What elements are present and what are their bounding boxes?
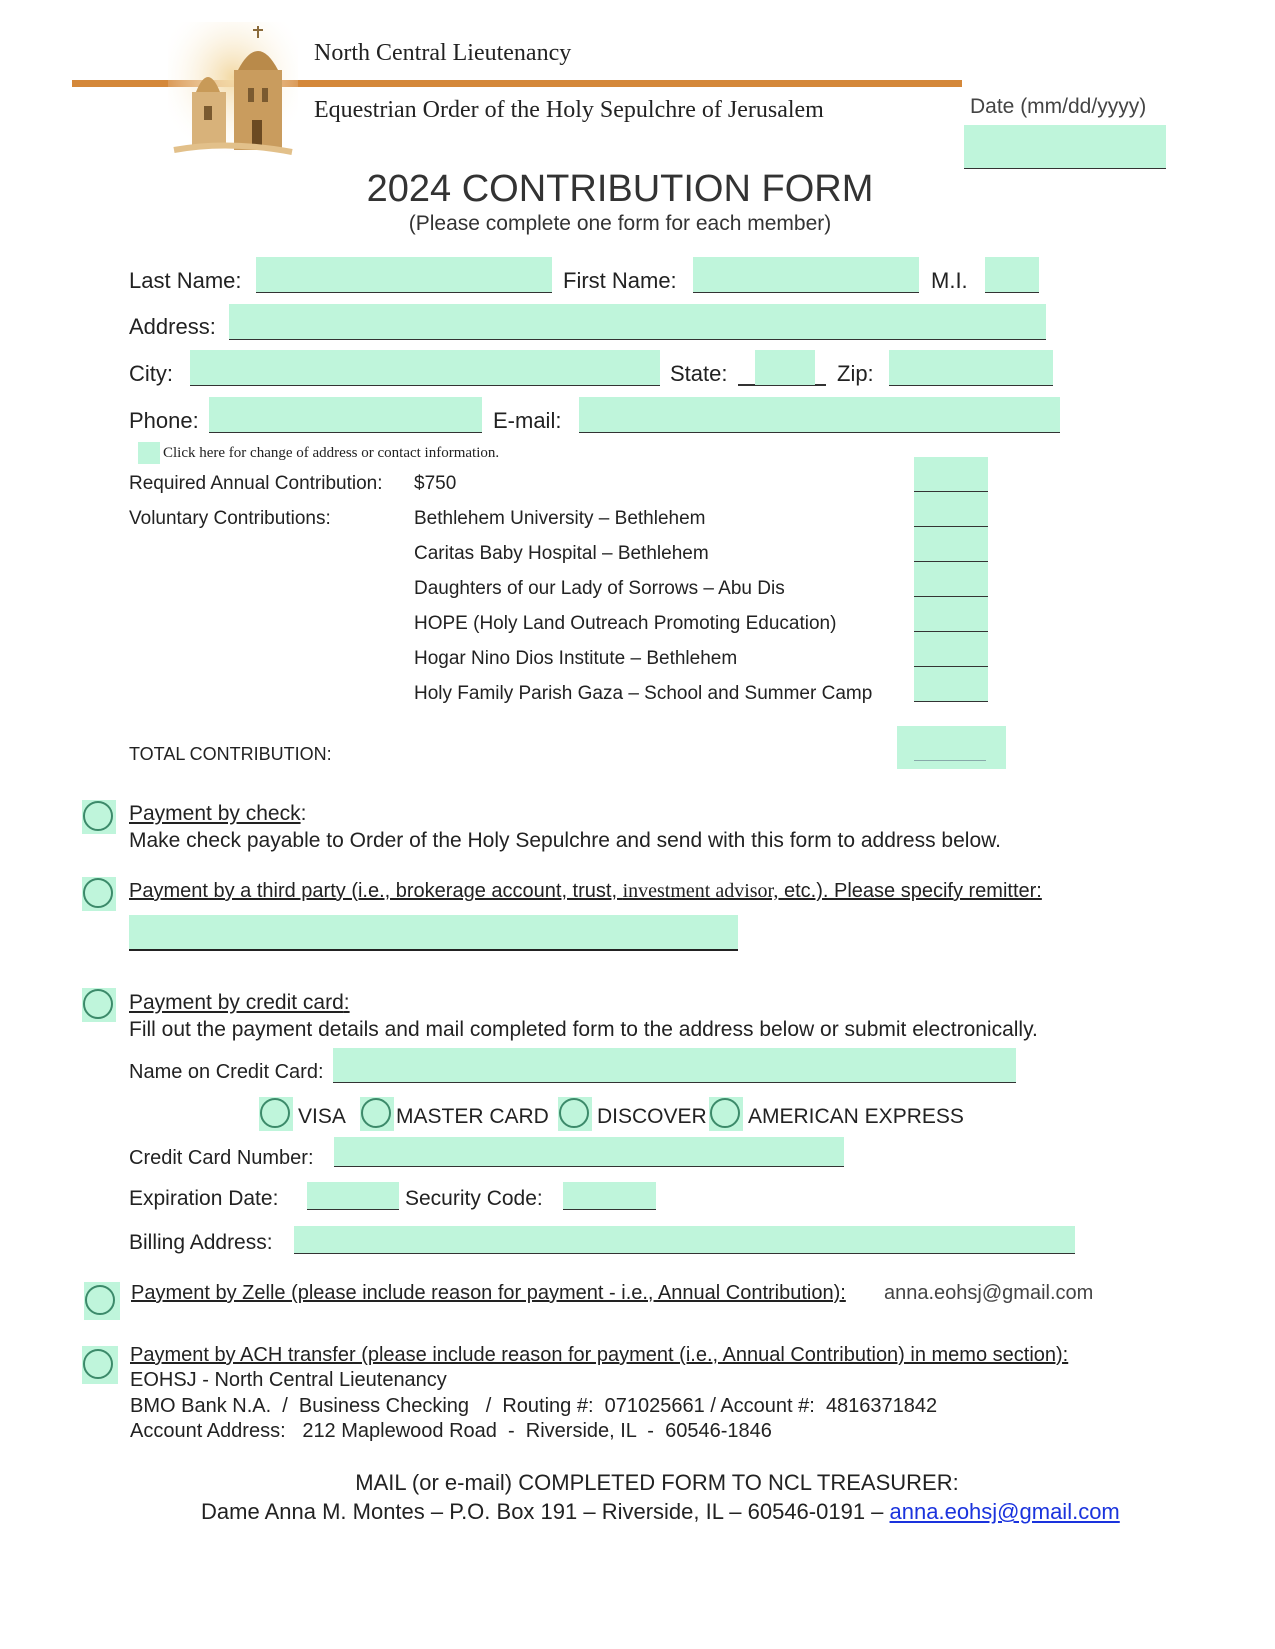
voluntary-contributions-label: Voluntary Contributions: (129, 508, 331, 529)
page-subtitle: (Please complete one form for each member) (408, 212, 832, 235)
card-name-label: Name on Credit Card: (129, 1061, 324, 1083)
payment-card-text: Fill out the payment details and mail completed form to the address below or submit electronically. (129, 1018, 1038, 1041)
card-type-mastercard-label: MASTER CARD (396, 1105, 549, 1128)
remitter-field[interactable] (129, 915, 738, 951)
voluntary-amount-field[interactable] (914, 667, 988, 702)
first-name-field[interactable] (693, 257, 919, 293)
date-label: Date (mm/dd/yyyy) (970, 95, 1147, 118)
ach-line-2: BMO Bank N.A. / Business Checking / Routing #: 071025661 / Account #: 4816371842 (130, 1395, 938, 1417)
footer-email-link[interactable]: anna.eohsj@gmail.com (889, 1499, 1120, 1524)
zelle-email: anna.eohsj@gmail.com (884, 1282, 1094, 1304)
payment-card-colon: : (343, 991, 350, 1014)
payment-check-colon: : (300, 802, 307, 825)
footer-address-text: Dame Anna M. Montes – P.O. Box 191 – Riverside, IL – 60546-0191 – (201, 1499, 890, 1524)
page-title: 2024 CONTRIBUTION FORM (366, 168, 874, 210)
state-label: State: (670, 361, 728, 386)
payment-card-title (129, 991, 350, 1015)
email-field[interactable] (579, 397, 1060, 433)
payment-check-title (129, 802, 306, 826)
voluntary-amount-field[interactable] (914, 562, 988, 597)
org-line-2: Equestrian Order of the Holy Sepulchre of Jerusalem (314, 97, 824, 123)
state-field[interactable] (755, 350, 815, 386)
payment-zelle-radio[interactable] (84, 1282, 120, 1320)
card-number-field[interactable] (334, 1137, 844, 1167)
payment-card-radio[interactable] (82, 988, 116, 1022)
phone-field[interactable] (209, 397, 482, 433)
required-contribution-label: Required Annual Contribution: (129, 473, 383, 494)
total-contribution-label: TOTAL CONTRIBUTION: (129, 744, 332, 764)
change-address-label: Click here for change of address or contact information. (163, 445, 500, 461)
zip-label: Zip: (837, 361, 874, 386)
third-party-text-b: investment advisor, (622, 880, 779, 902)
voluntary-amount-field[interactable] (914, 527, 988, 562)
card-type-discover-radio[interactable] (558, 1097, 592, 1131)
voluntary-item: Holy Family Parish Gaza – School and Summer Camp (414, 683, 873, 704)
email-label: E-mail: (493, 408, 562, 433)
payment-check-text: Make check payable to Order of the Holy Sepulchre and send with this form to address below. (129, 829, 1001, 852)
expiration-label: Expiration Date: (129, 1187, 279, 1210)
billing-address-field[interactable] (294, 1226, 1075, 1254)
payment-check-title-text: Payment by check (129, 802, 301, 825)
payment-card-title-text: Payment by credit card (129, 991, 344, 1014)
ach-line-3: Account Address: 212 Maplewood Road - Riverside, IL - 60546-1846 (130, 1420, 772, 1442)
card-type-visa-radio[interactable] (259, 1097, 293, 1131)
phone-label: Phone: (129, 408, 199, 433)
payment-ach-radio[interactable] (82, 1346, 118, 1384)
city-field[interactable] (190, 350, 660, 386)
voluntary-item: Hogar Nino Dios Institute – Bethlehem (414, 648, 738, 669)
total-contribution-field[interactable] (897, 726, 1006, 769)
last-name-label: Last Name: (129, 268, 242, 293)
billing-address-label: Billing Address: (129, 1231, 273, 1254)
security-code-label: Security Code: (405, 1187, 543, 1210)
required-contribution-amount: $750 (414, 473, 457, 494)
voluntary-amount-field[interactable] (914, 492, 988, 527)
voluntary-item: Bethlehem University – Bethlehem (414, 508, 706, 529)
third-party-text-c: etc.). Please specify remitter: (778, 880, 1042, 902)
card-type-amex-label: AMERICAN EXPRESS (748, 1105, 964, 1128)
date-field[interactable] (964, 125, 1166, 169)
city-label: City: (129, 361, 173, 386)
card-number-label: Credit Card Number: (129, 1147, 314, 1169)
payment-zelle-text: Payment by Zelle (please include reason for payment - i.e., Annual Contribution): (131, 1282, 846, 1304)
mi-field[interactable] (985, 257, 1039, 293)
voluntary-item: Daughters of our Lady of Sorrows – Abu Dis (414, 578, 785, 599)
voluntary-item: HOPE (Holy Land Outreach Promoting Education) (414, 613, 837, 634)
change-address-checkbox[interactable] (138, 442, 160, 464)
payment-third-party-text (129, 880, 1042, 903)
card-type-discover-label: DISCOVER (597, 1105, 707, 1128)
org-line-1: North Central Lieutenancy (314, 40, 572, 66)
address-field[interactable] (229, 304, 1046, 340)
card-type-amex-radio[interactable] (709, 1097, 743, 1131)
footer-address-line (201, 1499, 1120, 1525)
expiration-field[interactable] (307, 1182, 399, 1210)
ach-line-1: EOHSJ - North Central Lieutenancy (130, 1369, 447, 1391)
security-code-field[interactable] (563, 1182, 656, 1210)
last-name-field[interactable] (256, 257, 552, 293)
voluntary-item: Caritas Baby Hospital – Bethlehem (414, 543, 709, 564)
footer-mail-line: MAIL (or e-mail) COMPLETED FORM TO NCL TREASURER: (355, 1470, 959, 1495)
card-type-visa-label: VISA (298, 1105, 346, 1128)
third-party-text-a: Payment by a third party (i.e., brokerage account, trust, (129, 880, 623, 902)
card-name-field[interactable] (333, 1048, 1016, 1083)
voluntary-amount-field[interactable] (914, 632, 988, 667)
logo (168, 22, 298, 160)
card-type-mastercard-radio[interactable] (360, 1097, 394, 1131)
payment-third-party-radio[interactable] (82, 877, 116, 911)
zip-field[interactable] (889, 350, 1053, 386)
payment-check-radio[interactable] (82, 800, 116, 834)
mi-label: M.I. (931, 268, 968, 293)
payment-ach-text: Payment by ACH transfer (please include reason for payment (i.e., Annual Contribution) in memo section): (130, 1344, 1069, 1366)
voluntary-amount-field[interactable] (914, 597, 988, 632)
required-amount-field[interactable] (914, 457, 988, 492)
first-name-label: First Name: (563, 268, 677, 293)
address-label: Address: (129, 314, 216, 339)
